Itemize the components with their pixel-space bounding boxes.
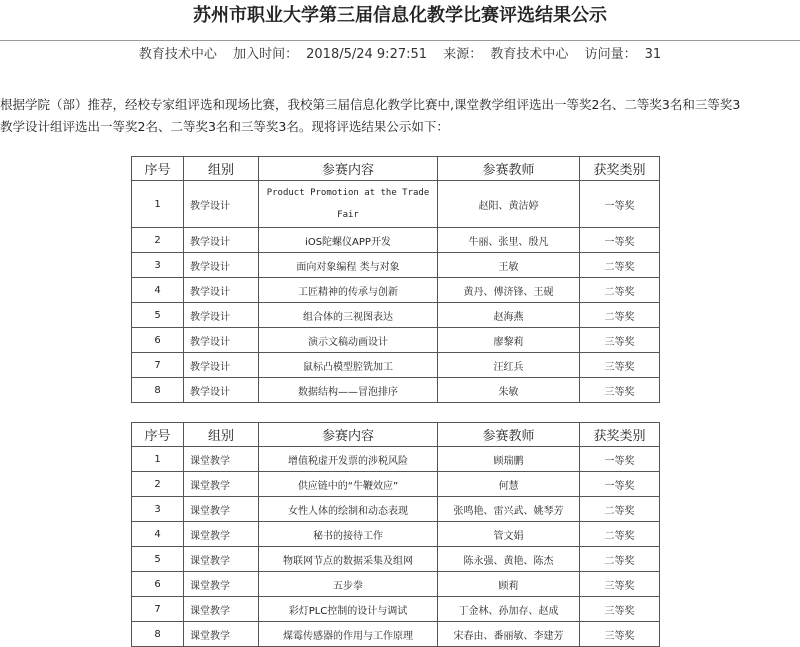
cell-no: 6 [132,572,184,597]
intro-line-2: 教学设计组评选出一等奖2名、二等奖3名和三等奖3名。现将评选结果公示如下： [0,119,449,134]
meta-views-label: 访问量： [584,47,637,62]
cell-content: iOS陀螺仪APP开发 [259,228,438,253]
cell-group: 教学设计 [184,278,259,303]
cell-teacher: 张鸣艳、雷兴武、姚琴芳 [438,497,580,522]
table-header-row [132,157,660,181]
cell-teacher: 顾莉 [438,572,580,597]
cell-teacher: 朱敏 [438,378,580,403]
cell-teacher: 赵海燕 [438,303,580,328]
cell-content: 彩灯PLC控制的设计与调试 [259,597,438,622]
cell-no: 4 [132,278,184,303]
cell-no: 2 [132,228,184,253]
cell-content: 女性人体的绘制和动态表现 [259,497,438,522]
cell-group: 教学设计 [184,228,259,253]
cell-content: 数据结构——冒泡排序 [259,378,438,403]
header-teacher: 参赛教师 [438,157,580,181]
meta-added-time: 2018/5/24 9:27:51 [306,47,428,62]
header-group: 组别 [184,423,259,447]
header-award: 获奖类别 [580,157,660,181]
cell-no: 8 [132,378,184,403]
cell-content: Product Promotion at the Trade Fair [259,181,438,228]
cell-teacher: 宋春由、番丽敏、李建芳 [438,622,580,647]
cell-group: 课堂教学 [184,597,259,622]
cell-content: 演示文稿动画设计 [259,328,438,353]
cell-teacher: 陈永强、黄艳、陈杰 [438,547,580,572]
cell-group: 课堂教学 [184,572,259,597]
cell-content: 面向对象编程 类与对象 [259,253,438,278]
cell-no: 7 [132,597,184,622]
cell-award: 三等奖 [580,572,660,597]
table-row [132,572,660,597]
cell-no: 3 [132,497,184,522]
cell-no: 8 [132,622,184,647]
classroom-results-table [131,422,660,647]
cell-no: 5 [132,303,184,328]
cell-award: 二等奖 [580,547,660,572]
intro-line-1: 根据学院（部）推荐，经校专家组评选和现场比赛，我校第三届信息化教学比赛中,课堂教学组评选出一等奖2名、二等奖3名和三等奖3 [0,97,741,112]
cell-content: 增值税虚开发票的涉税风险 [259,447,438,472]
table-row [132,228,660,253]
cell-group: 教学设计 [184,253,259,278]
header-teacher: 参赛教师 [438,423,580,447]
cell-group: 课堂教学 [184,522,259,547]
table-row [132,278,660,303]
cell-teacher: 黄丹、傅济锋、王砚 [438,278,580,303]
header-content: 参赛内容 [259,423,438,447]
cell-content: 物联网节点的数据采集及组网 [259,547,438,572]
cell-award: 三等奖 [580,378,660,403]
cell-content: 煤霉传感器的作用与工作原理 [259,622,438,647]
cell-award: 二等奖 [580,497,660,522]
header-content: 参赛内容 [259,157,438,181]
cell-group: 课堂教学 [184,472,259,497]
table-row [132,353,660,378]
cell-teacher: 牛丽、张里、殷凡 [438,228,580,253]
table-row [132,303,660,328]
cell-teacher: 何慧 [438,472,580,497]
meta-views: 31 [644,47,662,62]
header-group: 组别 [184,157,259,181]
cell-group: 教学设计 [184,353,259,378]
cell-award: 一等奖 [580,472,660,497]
cell-award: 三等奖 [580,328,660,353]
table-row [132,497,660,522]
cell-group: 课堂教学 [184,622,259,647]
cell-content: 供应链中的“牛鞭效应” [259,472,438,497]
cell-teacher: 管文娟 [438,522,580,547]
design-results-table [131,156,660,403]
table-row [132,181,660,228]
cell-no: 2 [132,472,184,497]
cell-group: 课堂教学 [184,447,259,472]
cell-content: 鼠标凸模型腔铣加工 [259,353,438,378]
title-divider [0,40,800,41]
header-no: 序号 [132,157,184,181]
cell-group: 教学设计 [184,181,259,228]
cell-award: 一等奖 [580,447,660,472]
meta-source-label: 来源： [443,47,483,62]
cell-group: 教学设计 [184,378,259,403]
cell-teacher: 王敏 [438,253,580,278]
cell-teacher: 顾瑞鹏 [438,447,580,472]
table-row [132,253,660,278]
table-row [132,378,660,403]
page-title: 苏州市职业大学第三届信息化教学比赛评选结果公示 [193,5,607,26]
meta-source: 教育技术中心 [490,47,569,62]
header-no: 序号 [132,423,184,447]
table-row [132,472,660,497]
intro-paragraph [0,94,800,138]
cell-teacher: 汪红兵 [438,353,580,378]
cell-teacher: 丁金林、孙加存、赵成 [438,597,580,622]
cell-group: 教学设计 [184,328,259,353]
cell-content: 工匠精神的传承与创新 [259,278,438,303]
cell-award: 三等奖 [580,353,660,378]
cell-no: 3 [132,253,184,278]
cell-no: 1 [132,447,184,472]
cell-group: 教学设计 [184,303,259,328]
article-meta [0,44,800,66]
cell-award: 一等奖 [580,228,660,253]
cell-no: 7 [132,353,184,378]
header-award: 获奖类别 [580,423,660,447]
table-row [132,547,660,572]
table-row [132,597,660,622]
meta-added-label: 加入时间： [233,47,299,62]
table-row [132,622,660,647]
cell-no: 4 [132,522,184,547]
table-row [132,328,660,353]
cell-award: 二等奖 [580,278,660,303]
cell-teacher: 赵阳、黄洁婷 [438,181,580,228]
cell-no: 1 [132,181,184,228]
cell-group: 课堂教学 [184,547,259,572]
cell-award: 二等奖 [580,253,660,278]
cell-award: 二等奖 [580,303,660,328]
table-row [132,447,660,472]
cell-group: 课堂教学 [184,497,259,522]
table-header-row [132,423,660,447]
cell-no: 6 [132,328,184,353]
cell-award: 一等奖 [580,181,660,228]
cell-award: 二等奖 [580,522,660,547]
meta-source-org: 教育技术中心 [138,47,217,62]
cell-content: 秘书的接待工作 [259,522,438,547]
cell-no: 5 [132,547,184,572]
cell-award: 三等奖 [580,597,660,622]
cell-content: 五步拳 [259,572,438,597]
cell-content: 组合体的三视图表达 [259,303,438,328]
table-row [132,522,660,547]
cell-teacher: 廖黎莉 [438,328,580,353]
cell-award: 三等奖 [580,622,660,647]
